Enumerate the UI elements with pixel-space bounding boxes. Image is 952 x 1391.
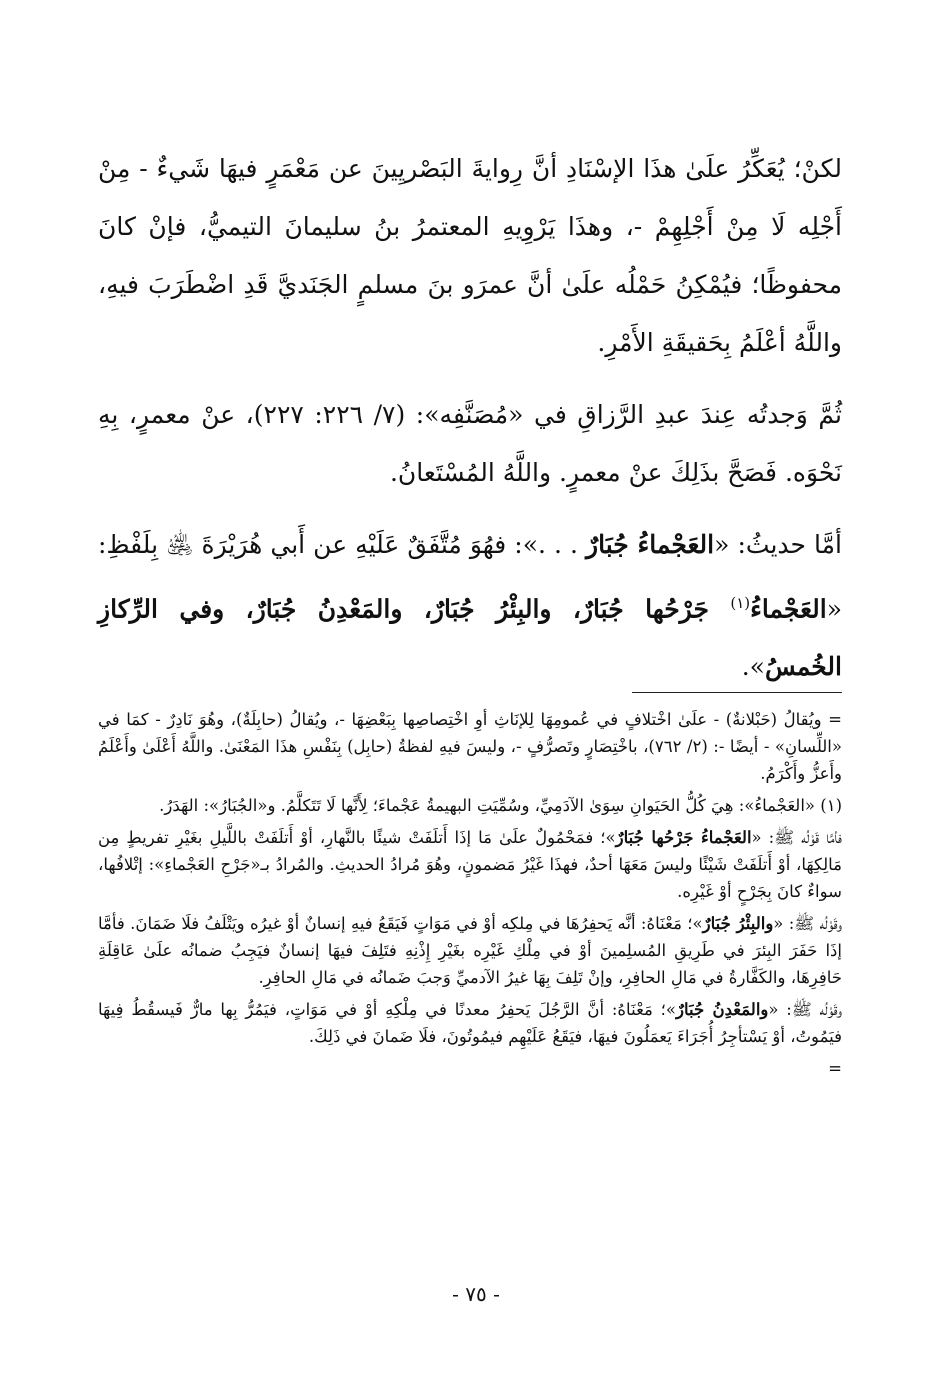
hadith-title-bold: العَجْماءُ جُبَارٌ (586, 530, 715, 559)
footnote-ajma-explanation (98, 824, 842, 905)
page-number: - ٧٥ - (452, 1282, 500, 1306)
hadith-text-bold: جَرْحُها جُبَارٌ، والبِئْرُ جُبَارٌ، والمَعْدِنُ جُبَارٌ، وفي الرِّكازِ الخُمسُ (98, 594, 842, 682)
quote-bold: العَجْماءُ جَرْحُها جُبَارٌ (615, 828, 752, 847)
footnote-well-explanation (98, 910, 842, 991)
quote-bold: والبِئْرُ جُبَارٌ (702, 914, 774, 933)
paragraph-abdurrazzaq-source: ثُمَّ وَجدتُه عِندَ عبدِ الرَّزاقِ في «مُصَنَّفِه»: (٧/ ٢٢٦: ٢٢٧)، عنْ معمرٍ، بِهِ نَحْوَه. فَصَحَّ بذَلِكَ عنْ معمرٍ. واللَّهُ المُسْتَعانُ. (98, 400, 842, 487)
footnote-continuation-mark: = (828, 1059, 842, 1078)
footnote-mine-explanation (98, 996, 842, 1050)
text-segment: أمَّا حديثُ: « (714, 530, 842, 559)
text-segment: »؛ فمَحْمُولٌ علَىٰ مَا إذَا أَتلَفَتْ شيئًا بالنَّهارِ، أوْ أَتلَفَتْ باللَّيلِ بغَيْرِ تفريطٍ مِن مَالِكِهَا، أوْ أَتلَفَتْ شَيْئًا وليسَ مَعَهَا أحدٌ، فهذَا غَيْرُ مَضمونٍ، وهُوَ مُرادُ الحديثِ. والمُرادُ بـ«جَرْحِ العَجْماءِ»: إتْلافُها، سواءٌ كانَ بِجَرْحٍ أوْ غَيْرِه. (98, 828, 842, 901)
text-segment: . . .»: فهُوَ مُتَّفَقٌ عَلَيْهِ عن أَبي هُرَيْرَةَ ﵁ بِلَفْظِ: « (98, 530, 842, 624)
text-segment: »؛ مَعْنَاهُ: أنَّه يَحفِرُهَا في مِلكِه أوْ في مَوَاتٍ فَيَقَعُ فيهِ إنسانٌ أوْ غيرُه ويَتْلَفُ فلَا ضَمَانَ. فأمَّا إذَا حَفَرَ البِئرَ في طَرِيقِ المُسلِمينَ أوْ في مِلْكِ غَيْرِه بغَيْرِ إِذْنِهِ فتَلِفَ فيهَا إنسانٌ فيَجِبُ ضمانُه علَىٰ عَاقِلَةِ حَافِرِهَا، والكَفَّارةُ في مَالِ الحافِرِ، وإنْ تَلِفَ بِهَا غيرُ الآدميِّ وَجبَ ضَمانُه في مَالِ الحافِرِ. (98, 914, 842, 987)
hadith-word-bold: العَجْماءُ (750, 594, 827, 624)
paragraph-hadith-ajma (98, 516, 842, 696)
footnote-continued: = ويُقالُ (حَبْلانةٌ) - علَىٰ اخْتلافٍ في عُمومِهَا لِلإنَاثِ أوِ اخْتِصاصِها بِبَعْضِهَا -، ويُقالُ (حابِلَةٌ)، وهُوَ نَادِرٌ - كمَا في «اللِّسانِ» - أيضًا -: (٢/ ٧٦٢)، باخْتِصَارٍ وتَصرُّفٍ -، وليسَ فيهِ لفظةُ (حابِل) بِنَفْسِ هذَا المَعْنَىٰ. واللَّهُ أَعْلَىٰ وأَعْلَمُ وأَعزُّ وأَكْرَمُ. (98, 710, 842, 783)
text-segment: »؛ مَعْنَاهُ: أنَّ الرَّجُلَ يَحفِرُ معدنًا في مِلْكِهِ أوْ في مَوَاتٍ، فيَمُرُّ بِها مارٌّ فَيسقُطُ فِيهَا فيَمُوتُ، أوْ يَسْتأجِرُ أُجَرَاءَ يَعمَلُونَ فيهَا، فيَقَعُ عَلَيْهِم فيمُوتُونَ، فلَا ضَمانَ في ذَلِكَ. (98, 1000, 842, 1046)
text-segment: ». (741, 652, 765, 682)
footnote-divider (632, 692, 842, 693)
main-text (98, 140, 842, 710)
text-segment: وقَوْلُه ﷺ: « (768, 1000, 843, 1019)
footnote-marker: (١) (730, 594, 751, 612)
paragraph-isnad-critique: لكنْ؛ يُعَكِّرُ علَىٰ هذَا الإسْنَادِ أنَّ رِوايةَ البَصْريِينَ عن مَعْمَرٍ فيهَا شَيءٌ - مِنْ أَجْلِه لَا مِنْ أَجْلِهِمْ -، وهذَا يَرْوِيهِ المعتمرُ بنُ سليمانَ التيميُّ، فإنْ كانَ محفوظًا؛ فيُمْكِنُ حَمْلُه علَىٰ أنَّ عمرَو بنَ مسلمٍ الجَنَديَّ قَدِ اضْطَرَبَ فيهِ، واللَّهُ أعْلَمُ بِحَقيقَةِ الأَمْرِ. (98, 154, 842, 357)
text-segment: فأمَّا قَوْلُه ﷺ: « (751, 828, 842, 847)
footnote-1: (١) «العَجْماءُ»: هِيَ كُلُّ الحَيَوانِ سِوَىٰ الآدَمِيِّ، وسُمِّيَتِ البهيمةُ عَجْماءَ؛ لِأَنَّها لَا تَتَكلَّمُ. و«الجُبَارُ»: الهَدَرُ. (159, 796, 842, 815)
quote-bold: والمَعْدِنُ جُبَارٌ (676, 1000, 769, 1019)
text-segment: وقَوْلُه ﷺ: « (773, 914, 843, 933)
footnotes (98, 706, 842, 1087)
